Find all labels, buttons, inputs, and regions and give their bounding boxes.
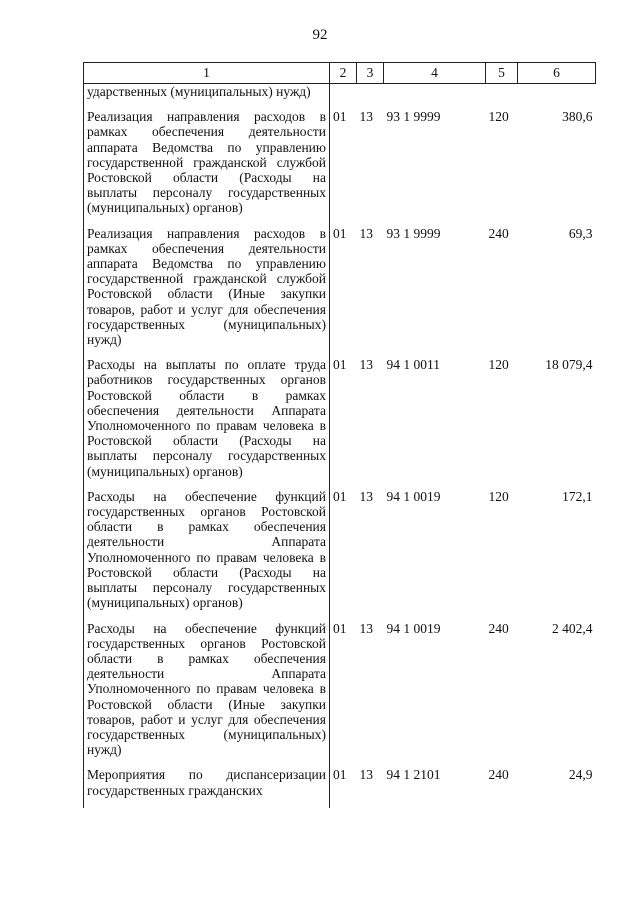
row-expense-type: 240	[488, 767, 509, 783]
row-amount: 24,9	[568, 767, 593, 783]
table-row	[84, 357, 596, 489]
row-description: ударственных (муниципальных) нужд)	[84, 84, 330, 110]
table-row	[84, 84, 596, 110]
row-target-code: 94 1 0019	[386, 488, 441, 504]
row-expense-type: 120	[488, 357, 509, 373]
row-target-code: 93 1 9999	[386, 225, 441, 241]
row-target-code	[384, 84, 486, 110]
row-description: Расходы на обеспечение функций государственных органов Ростовской области в рамках обеспечения деятельности Аппарата Уполномоченного по правам человека в Ростовской области (Расходы на выплаты персоналу государственных (муниципальных) органов)	[84, 489, 330, 621]
row-amount: 172,1	[562, 488, 593, 504]
row-subsection: 13	[359, 225, 373, 241]
row-description: Расходы на обеспечение функций государственных органов Ростовской области в рамках обеспечения деятельности Аппарата Уполномоченного по правам человека в Ростовской области (Иные закупки товаров, работ и услуг для обеспечения государственных (муниципальных) нужд)	[84, 621, 330, 768]
row-section: 01	[333, 109, 347, 125]
page-number: 92	[312, 27, 328, 43]
row-target-code: 93 1 9999	[386, 109, 441, 125]
row-subsection: 13	[359, 620, 373, 636]
row-section: 01	[333, 767, 347, 783]
row-target-code: 94 1 0019	[386, 620, 441, 636]
row-amount	[518, 84, 596, 110]
header-col-4: 4	[384, 63, 486, 84]
row-expense-type: 240	[488, 225, 509, 241]
row-expense-type: 240	[488, 620, 509, 636]
row-expense-type: 120	[488, 488, 509, 504]
table-row	[84, 767, 596, 807]
row-subsection	[357, 84, 384, 110]
row-amount: 69,3	[568, 225, 593, 241]
row-target-code: 94 1 0011	[386, 357, 440, 373]
row-description: Расходы на выплаты по оплате труда работников государственных органов Ростовской области в рамках обеспечения деятельности Аппарата Уполномоченного по правам человека в Ростовской области (Расходы на выплаты персоналу государственных (муниципальных) органов)	[84, 357, 330, 489]
row-description: Мероприятия по диспансеризации государственных гражданских	[84, 767, 330, 807]
row-section: 01	[333, 488, 347, 504]
row-section: 01	[333, 225, 347, 241]
table-row	[84, 109, 596, 225]
row-expense-type: 120	[488, 109, 509, 125]
header-col-3: 3	[357, 63, 384, 84]
header-col-2: 2	[330, 63, 357, 84]
row-section: 01	[333, 357, 347, 373]
row-description: Реализация направления расходов в рамках обеспечения деятельности аппарата Ведомства по управлению государственной гражданской службой Ростовской области (Расходы на выплаты персоналу государственных (муниципальных) органов)	[84, 109, 330, 225]
row-subsection: 13	[359, 357, 373, 373]
header-col-5: 5	[486, 63, 518, 84]
row-subsection: 13	[359, 767, 373, 783]
row-subsection: 13	[359, 488, 373, 504]
table-row	[84, 621, 596, 768]
row-subsection: 13	[359, 109, 373, 125]
header-col-6: 6	[518, 63, 596, 84]
row-amount: 380,6	[562, 109, 593, 125]
table-row	[84, 226, 596, 358]
table-row	[84, 489, 596, 621]
row-amount: 18 079,4	[545, 357, 593, 373]
row-expense-type	[486, 84, 518, 110]
row-target-code: 94 1 2101	[386, 767, 441, 783]
row-description: Реализация направления расходов в рамках обеспечения деятельности аппарата Ведомства по управлению государственной гражданской службой Ростовской области (Иные закупки товаров, работ и услуг для обеспечения государственных (муниципальных) нужд)	[84, 226, 330, 358]
budget-table	[83, 62, 596, 808]
row-section	[330, 84, 357, 110]
row-amount: 2 402,4	[552, 620, 593, 636]
header-col-1: 1	[84, 63, 330, 84]
table-header-row	[84, 63, 596, 84]
row-section: 01	[333, 620, 347, 636]
